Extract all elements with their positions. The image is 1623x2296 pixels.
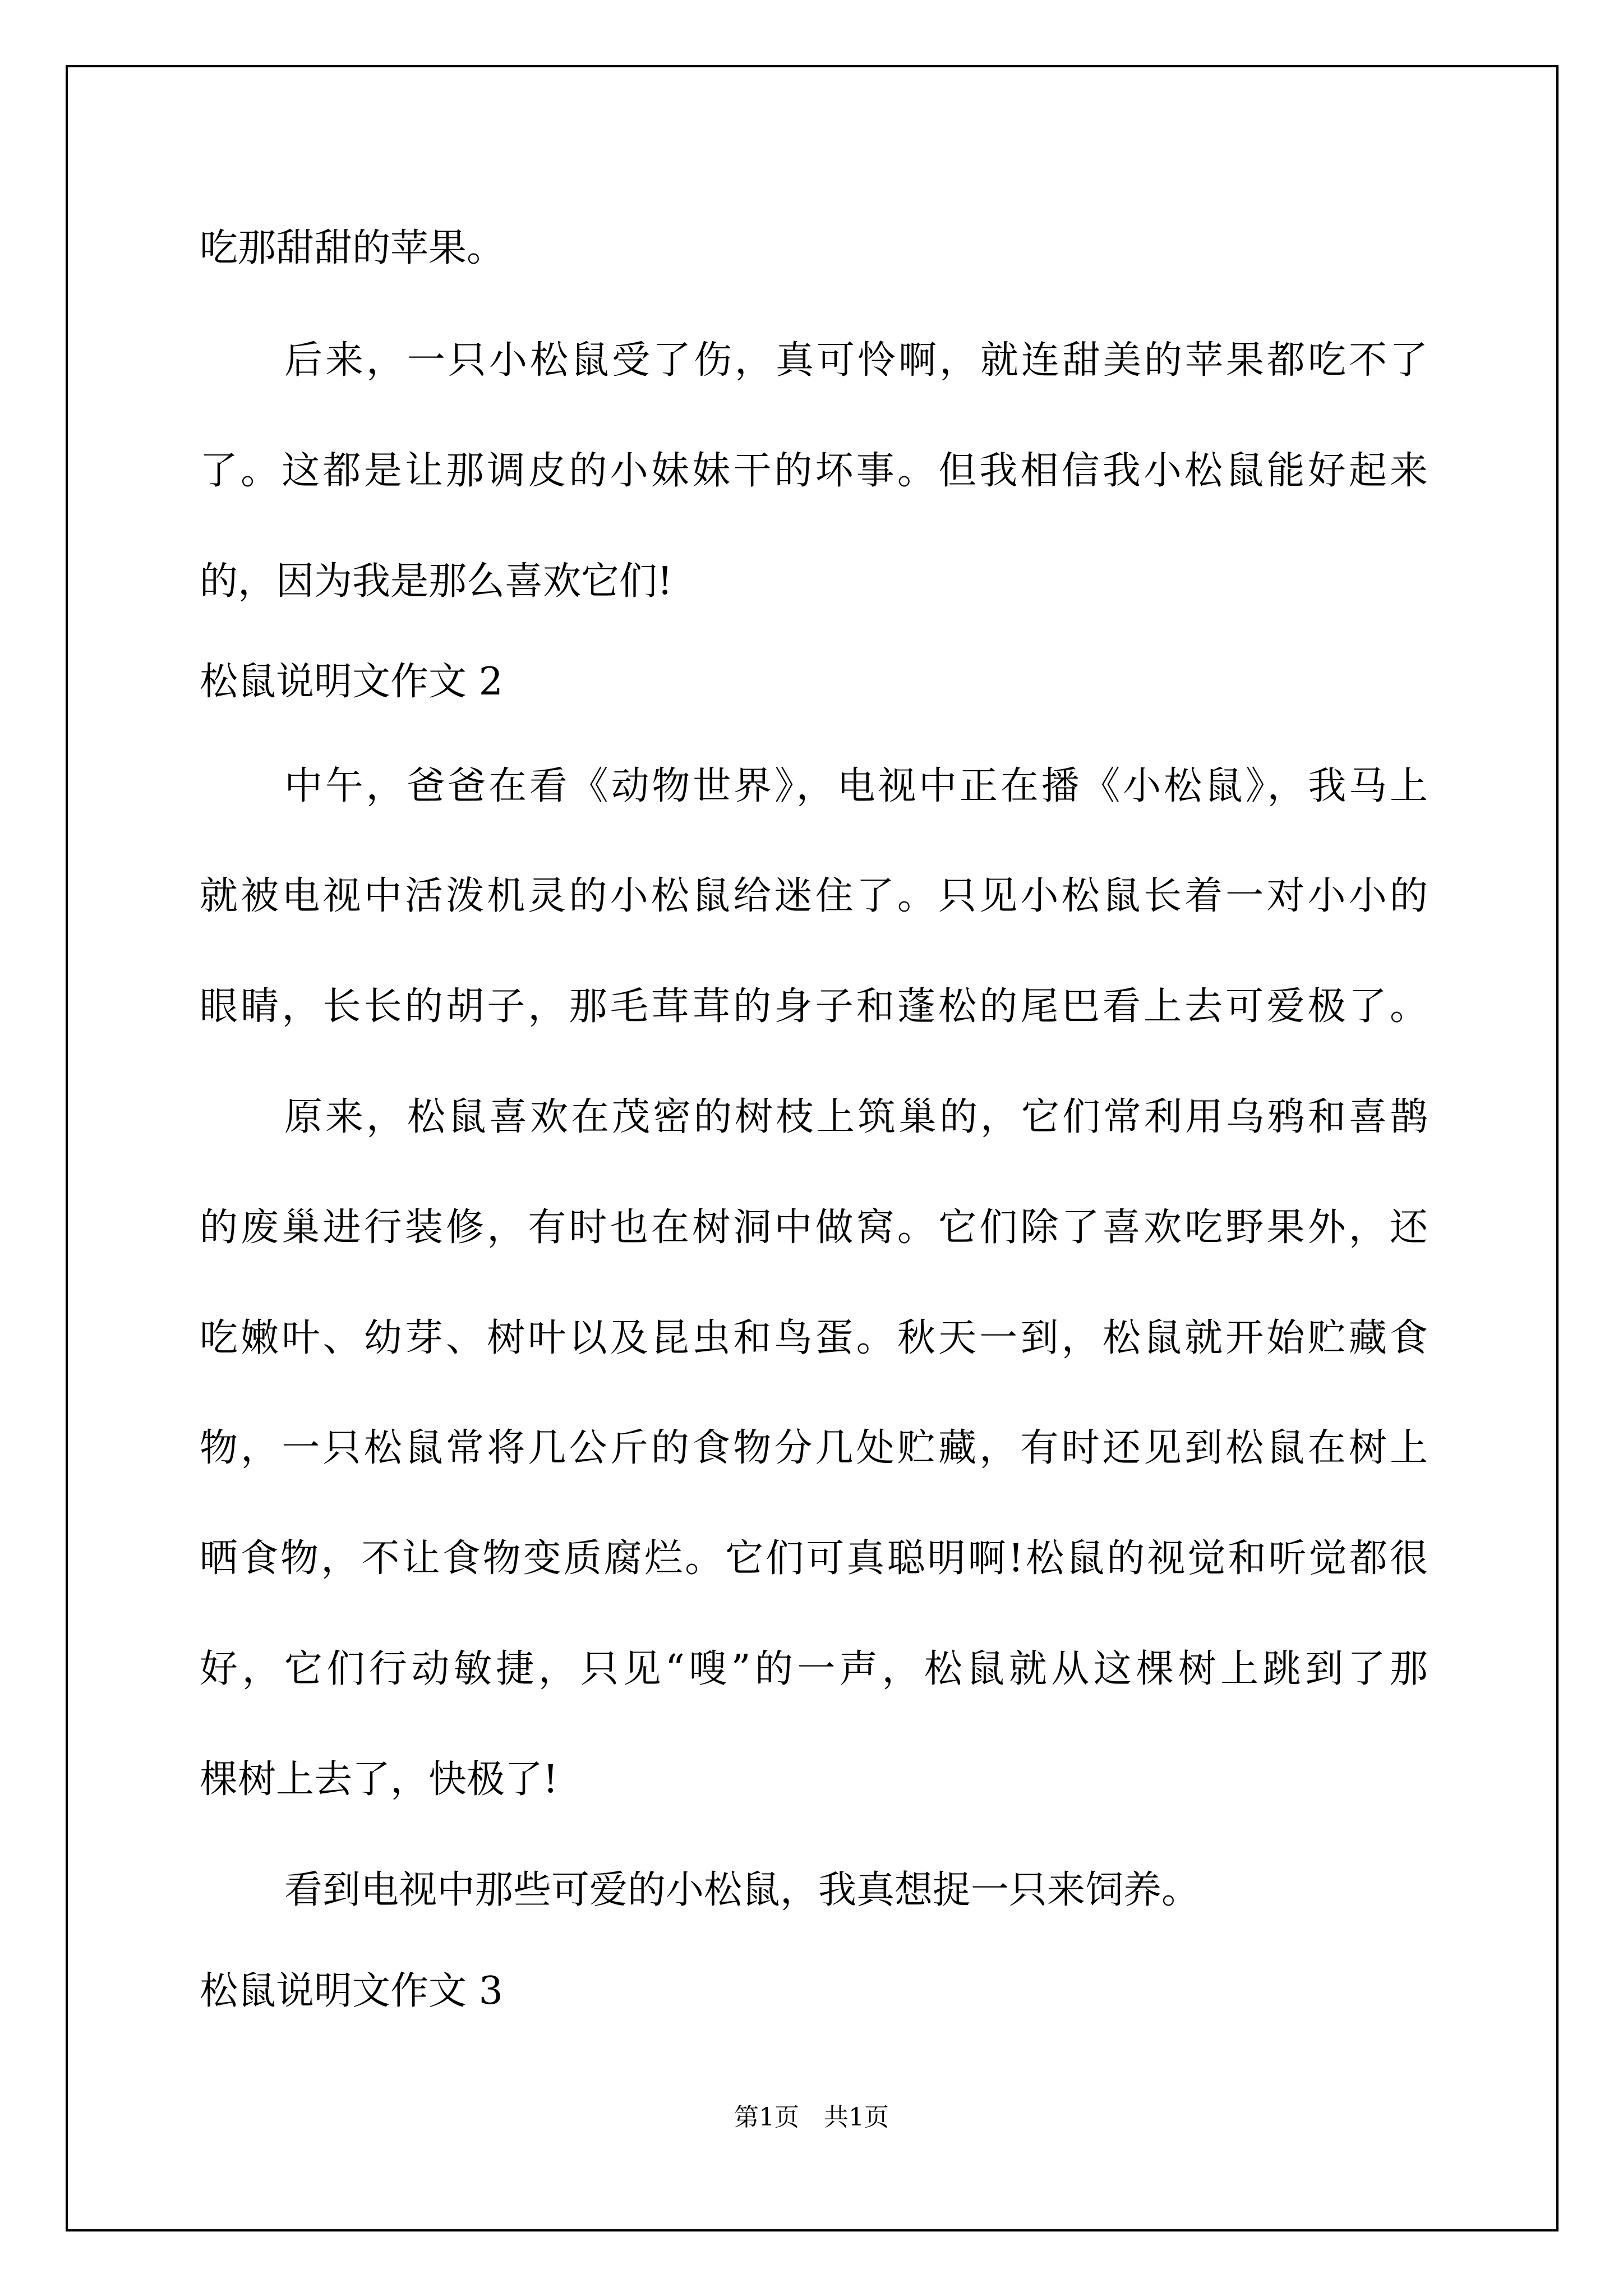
paragraph-line: 晒食物，不让食物变质腐烂。它们可真聪明啊!松鼠的视觉和听觉都很 [200,1536,1428,1581]
paragraph-line: 的，因为我是那么喜欢它们! [200,559,673,604]
page-number: 第1页 共1页 [734,2103,889,2132]
paragraph-line: 就被电视中活泼机灵的小松鼠给迷住了。只见小松鼠长着一对小小的 [200,874,1428,918]
paragraph-line: 后来，一只小松鼠受了伤，真可怜啊，就连甜美的苹果都吃不了 [284,338,1428,383]
paragraph-line: 物，一只松鼠常将几公斤的食物分几处贮藏，有时还见到松鼠在树上 [200,1426,1428,1470]
paragraph-line: 了。这都是让那调皮的小妹妹干的坏事。但我相信我小松鼠能好起来 [200,449,1428,493]
paragraph-line: 看到电视中那些可爱的小松鼠，我真想捉一只来饲养。 [284,1868,1200,1912]
section-heading: 松鼠说明文作文 2 [200,660,503,704]
section-heading: 松鼠说明文作文 3 [200,1969,503,2013]
paragraph-line: 眼睛，长长的胡子，那毛茸茸的身子和蓬松的尾巴看上去可爱极了。 [200,984,1428,1029]
paragraph-line: 吃那甜甜的苹果。 [200,226,505,270]
paragraph-line: 好，它们行动敏捷，只见“嗖”的一声，松鼠就从这棵树上跳到了那 [200,1647,1428,1691]
paragraph-line: 中午，爸爸在看《动物世界》，电视中正在播《小松鼠》，我马上 [284,764,1428,808]
paragraph-line: 吃嫩叶、幼芽、树叶以及昆虫和鸟蛋。秋天一到，松鼠就开始贮藏食 [200,1316,1428,1360]
paragraph-line: 棵树上去了，快极了! [200,1757,559,1802]
paragraph-line: 的废巢进行装修，有时也在树洞中做窝。它们除了喜欢吃野果外，还 [200,1205,1428,1250]
paragraph-line: 原来，松鼠喜欢在茂密的树枝上筑巢的，它们常利用乌鸦和喜鹊 [284,1095,1428,1139]
